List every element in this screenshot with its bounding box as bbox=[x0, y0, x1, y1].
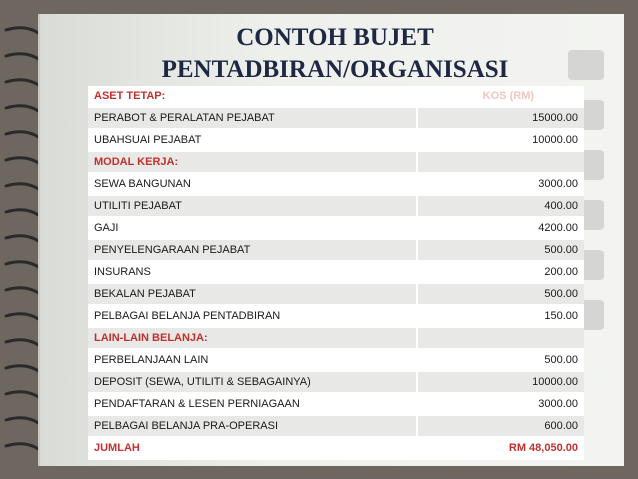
table-row bbox=[88, 195, 584, 217]
section-row bbox=[88, 327, 584, 349]
table-row bbox=[88, 107, 584, 129]
row-label: UTILITI PEJABAT bbox=[88, 195, 417, 217]
row-amount bbox=[417, 151, 584, 173]
total-row bbox=[88, 437, 584, 459]
row-label: SEWA BANGUNAN bbox=[88, 173, 417, 195]
row-amount: 3000.00 bbox=[417, 393, 584, 415]
budget-table bbox=[88, 86, 584, 460]
row-amount: 150.00 bbox=[417, 305, 584, 327]
row-label: PERBELANJAAN LAIN bbox=[88, 349, 417, 371]
table-row bbox=[88, 217, 584, 239]
table-row bbox=[88, 415, 584, 437]
row-amount: 500.00 bbox=[417, 239, 584, 261]
row-label: MODAL KERJA: bbox=[88, 151, 417, 173]
row-label: PERABOT & PERALATAN PEJABAT bbox=[88, 107, 417, 129]
table-row bbox=[88, 371, 584, 393]
title-line-2: PENTADBIRAN/ORGANISASI bbox=[161, 56, 509, 83]
header-amount: KOS (RM) bbox=[417, 86, 584, 107]
row-amount: 15000.00 bbox=[417, 107, 584, 129]
row-amount: 3000.00 bbox=[417, 173, 584, 195]
row-label: PELBAGAI BELANJA PRA-OPERASI bbox=[88, 415, 417, 437]
row-amount: RM 48,050.00 bbox=[417, 437, 584, 459]
row-amount: 10000.00 bbox=[417, 371, 584, 393]
table-row bbox=[88, 305, 584, 327]
title-line-1: CONTOH BUJET bbox=[236, 24, 434, 51]
row-amount: 4200.00 bbox=[417, 217, 584, 239]
row-amount: 500.00 bbox=[417, 283, 584, 305]
row-amount: 500.00 bbox=[417, 349, 584, 371]
row-label: JUMLAH bbox=[88, 437, 417, 459]
table-row bbox=[88, 239, 584, 261]
table-row bbox=[88, 349, 584, 371]
page-title bbox=[88, 22, 582, 86]
row-label: UBAHSUAI PEJABAT bbox=[88, 129, 417, 151]
row-amount: 10000.00 bbox=[417, 129, 584, 151]
table-row bbox=[88, 283, 584, 305]
section-row bbox=[88, 151, 584, 173]
row-label: PENYELENGARAAN PEJABAT bbox=[88, 239, 417, 261]
row-label: INSURANS bbox=[88, 261, 417, 283]
table-row bbox=[88, 393, 584, 415]
row-label: LAIN-LAIN BELANJA: bbox=[88, 327, 417, 349]
row-amount bbox=[417, 327, 584, 349]
row-label: BEKALAN PEJABAT bbox=[88, 283, 417, 305]
row-amount: 400.00 bbox=[417, 195, 584, 217]
table-row bbox=[88, 261, 584, 283]
row-label: PELBAGAI BELANJA PENTADBIRAN bbox=[88, 305, 417, 327]
row-label: PENDAFTARAN & LESEN PERNIAGAAN bbox=[88, 393, 417, 415]
row-amount: 600.00 bbox=[417, 415, 584, 437]
row-label: DEPOSIT (SEWA, UTILITI & SEBAGAINYA) bbox=[88, 371, 417, 393]
row-amount: 200.00 bbox=[417, 261, 584, 283]
table-row bbox=[88, 173, 584, 195]
table-row bbox=[88, 129, 584, 151]
header-label: ASET TETAP: bbox=[88, 86, 417, 107]
table-header-row bbox=[88, 86, 584, 107]
row-label: GAJI bbox=[88, 217, 417, 239]
